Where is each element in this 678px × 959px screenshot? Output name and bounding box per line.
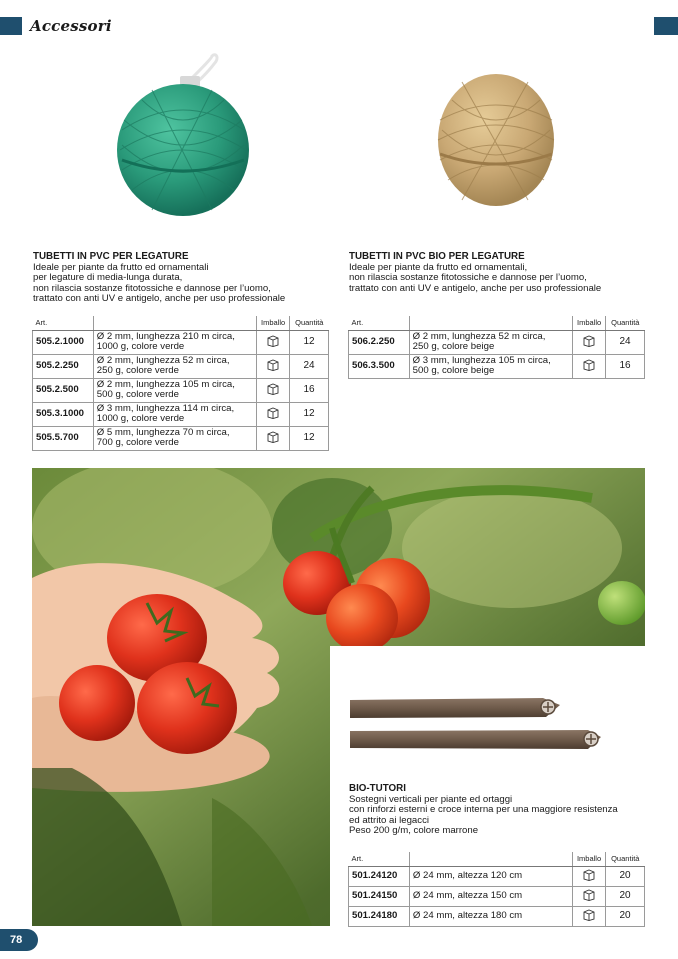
quantity: 12 xyxy=(290,330,329,354)
product-3-text xyxy=(349,784,618,837)
desc-line: con rinforzi esterni e croce interna per una maggiore resistenza xyxy=(349,804,618,815)
product-2-text xyxy=(349,252,601,294)
art-code: 501.24120 xyxy=(349,866,410,886)
section-title: Accessori xyxy=(30,17,112,35)
bio-tutori-stakes-image xyxy=(348,695,604,755)
desc-line: ed attrito ai legacci xyxy=(349,814,429,826)
col-header-desc xyxy=(409,852,572,866)
quantity: 24 xyxy=(290,354,329,378)
box-icon xyxy=(573,886,606,906)
desc-line: Sostegni verticali per piante ed ortaggi xyxy=(349,793,513,805)
desc-line: Ø 2 mm, lunghezza 105 m circa, xyxy=(96,379,235,390)
col-header-qty: Quantità xyxy=(606,316,645,330)
art-code: 505.5.700 xyxy=(33,426,94,450)
col-header-pack: Imballo xyxy=(573,852,606,866)
desc-line: non rilascia sostanze fitotossiche e dannose per l’uomo, xyxy=(33,282,271,294)
row-description: Ø 24 mm, altezza 150 cm xyxy=(409,886,572,906)
col-header-qty: Quantità xyxy=(606,852,645,866)
quantity: 16 xyxy=(606,354,645,378)
product-title: BIO-TUTORI xyxy=(349,783,406,794)
col-header-qty: Quantità xyxy=(290,316,329,330)
table-row xyxy=(33,378,329,402)
art-code: 506.2.250 xyxy=(349,330,410,354)
desc-line: non rilascia sostanze fitotossiche e dannose per l’uomo, xyxy=(349,272,587,283)
desc-line: Ø 3 mm, lunghezza 114 m circa, xyxy=(96,403,235,414)
desc-line: 700 g, colore verde xyxy=(96,437,179,448)
desc-line: 250 g, colore verde xyxy=(96,365,179,376)
row-description xyxy=(93,378,256,402)
table-row xyxy=(33,354,329,378)
table-row xyxy=(349,330,645,354)
desc-line: trattato con anti UV e antigelo, anche per uso professionale xyxy=(349,282,602,294)
product-description xyxy=(349,795,618,837)
art-code: 505.3.1000 xyxy=(33,402,94,426)
product-3-table xyxy=(348,852,645,927)
desc-line: Ø 5 mm, lunghezza 70 m circa, xyxy=(96,427,230,438)
col-header-pack: Imballo xyxy=(573,316,606,330)
table-row xyxy=(33,402,329,426)
box-icon xyxy=(573,866,606,886)
desc-line: Ideale per piante da frutto ed ornamentali xyxy=(33,261,209,273)
product-description xyxy=(349,263,601,295)
quantity: 20 xyxy=(606,866,645,886)
box-icon xyxy=(573,354,606,378)
desc-line: Ideale per piante da frutto ed ornamentali, xyxy=(349,261,528,273)
header-tab-right xyxy=(654,17,678,35)
art-code: 505.2.250 xyxy=(33,354,94,378)
desc-line: 500 g, colore beige xyxy=(412,365,495,376)
product-description xyxy=(33,263,285,305)
col-header-pack: Imballo xyxy=(257,316,290,330)
box-icon xyxy=(573,330,606,354)
green-twine-ball-image xyxy=(112,50,254,220)
col-header-art: Art. xyxy=(33,316,94,330)
desc-line: per legature di media-lunga durata, xyxy=(33,272,183,283)
page-number: 78 xyxy=(0,929,38,951)
desc-line: trattato con anti UV e antigelo, anche per uso professionale xyxy=(33,293,286,304)
row-description xyxy=(93,426,256,450)
table-row xyxy=(33,426,329,450)
beige-twine-ball-image xyxy=(432,70,560,212)
box-icon xyxy=(257,402,290,426)
table-row xyxy=(33,330,329,354)
product-1-text xyxy=(33,252,285,305)
box-icon xyxy=(257,354,290,378)
art-code: 505.2.500 xyxy=(33,378,94,402)
product-title: TUBETTI IN PVC PER LEGATURE xyxy=(33,251,189,262)
col-header-desc xyxy=(409,316,572,330)
row-description xyxy=(93,330,256,354)
row-description xyxy=(93,354,256,378)
quantity: 20 xyxy=(606,886,645,906)
product-title: TUBETTI IN PVC BIO PER LEGATURE xyxy=(349,251,525,262)
desc-line: 250 g, colore beige xyxy=(412,341,495,352)
product-1-table xyxy=(32,316,329,451)
row-description xyxy=(409,330,572,354)
quantity: 20 xyxy=(606,906,645,926)
row-description: Ø 24 mm, altezza 180 cm xyxy=(409,906,572,926)
box-icon xyxy=(257,426,290,450)
table-row xyxy=(349,886,645,906)
col-header-art: Art. xyxy=(349,852,410,866)
art-code: 501.24150 xyxy=(349,886,410,906)
quantity: 12 xyxy=(290,402,329,426)
row-description: Ø 24 mm, altezza 120 cm xyxy=(409,866,572,886)
desc-line: Ø 3 mm, lunghezza 105 m circa, xyxy=(412,355,551,366)
desc-line: 1000 g, colore verde xyxy=(96,413,185,424)
col-header-desc xyxy=(93,316,256,330)
art-code: 501.24180 xyxy=(349,906,410,926)
desc-line: Ø 2 mm, lunghezza 52 m circa, xyxy=(96,355,230,366)
desc-line: 500 g, colore verde xyxy=(96,389,179,400)
art-code: 505.2.1000 xyxy=(33,330,94,354)
quantity: 16 xyxy=(290,378,329,402)
table-row xyxy=(349,354,645,378)
row-description xyxy=(93,402,256,426)
table-row xyxy=(349,866,645,886)
box-icon xyxy=(257,378,290,402)
quantity: 24 xyxy=(606,330,645,354)
product-2-table xyxy=(348,316,645,379)
desc-line: Peso 200 g/m, colore marrone xyxy=(349,825,479,836)
box-icon xyxy=(257,330,290,354)
desc-line: Ø 2 mm, lunghezza 52 m circa, xyxy=(412,331,546,342)
quantity: 12 xyxy=(290,426,329,450)
table-row xyxy=(349,906,645,926)
col-header-art: Art. xyxy=(349,316,410,330)
row-description xyxy=(409,354,572,378)
desc-line: 1000 g, colore verde xyxy=(96,341,185,352)
box-icon xyxy=(573,906,606,926)
header-tab-left xyxy=(0,17,22,35)
desc-line: Ø 2 mm, lunghezza 210 m circa, xyxy=(96,331,235,342)
art-code: 506.3.500 xyxy=(349,354,410,378)
